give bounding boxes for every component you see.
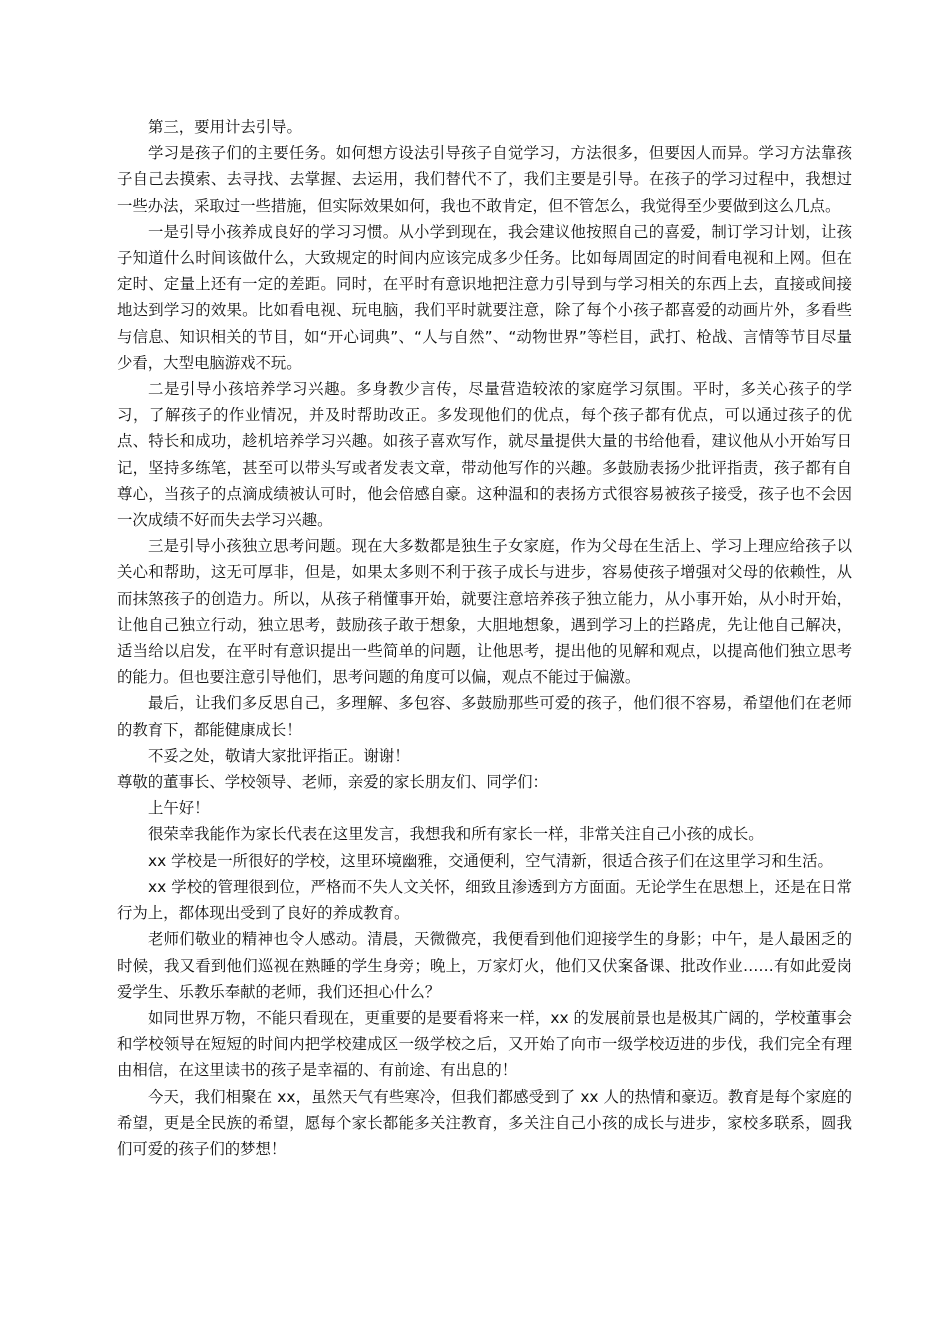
document-body bbox=[117, 114, 852, 1162]
paragraph-13: 老师们敬业的精神也令人感动。清晨，天微微亮，我便看到他们迎接学生的身影；中午，是人最困乏的时候，我又看到他们巡视在熟睡的学生身旁；晚上，万家灯火，他们又伏案备课、批改作业……有如此爱岗爱学生、乐教乐奉献的老师，我们还担心什么？ bbox=[117, 930, 852, 1001]
paragraph-15: 今天，我们相聚在 xx，虽然天气有些寒冷，但我们都感受到了 xx 人的热情和豪迈。教育是每个家庭的希望，更是全民族的希望，愿每个家长都能多关注教育，多关注自己小孩的成长与进步，家校多联系，圆我们可爱的孩子们的梦想！ bbox=[117, 1087, 852, 1158]
salutation: 尊敬的董事长、学校领导、老师，亲爱的家长朋友们、同学们： bbox=[117, 773, 548, 792]
paragraph-3: 一是引导小孩养成良好的学习习惯。从小学到现在，我会建议他按照自己的喜爱，制订学习计划，让孩子知道什么时间该做什么，大致规定的时间内应该完成多少任务。比如每周固定的时间看电视和上网。但在定时、定量上还有一定的差距。同时，在平时有意识地把注意力引导到与学习相关的东西上去，直接或间接地达到学习的效果。比如看电视、玩电脑，我们平时就要注意，除了每个小孩子都喜爱的动画片外，多看些与信息、知识相关的节目，如“开心词典”、“人与自然”、“动物世界”等栏目，武打、枪战、言情等节目尽量少看，大型电脑游戏不玩。 bbox=[117, 222, 852, 372]
paragraph-2: 学习是孩子们的主要任务。如何想方设法引导孩子自觉学习，方法很多，但要因人而异。学习方法靠孩子自己去摸索、去寻找、去掌握、去运用，我们替代不了，我们主要是引导。在孩子的学习过程中，我想过一些办法，采取过一些措施，但实际效果如何，我也不敢肯定，但不管怎么，我觉得至少要做到这么几点。 bbox=[117, 144, 852, 215]
greeting: 上午好！ bbox=[148, 799, 210, 818]
paragraph-6: 最后，让我们多反思自己，多理解、多包容、多鼓励那些可爱的孩子，他们很不容易，希望他们在老师的教育下，都能健康成长！ bbox=[117, 694, 852, 739]
paragraph-7: 不妥之处，敬请大家批评指正。谢谢！ bbox=[148, 746, 410, 765]
paragraph-10: 很荣幸我能作为家长代表在这里发言，我想我和所有家长一样，非常关注自己小孩的成长。 bbox=[148, 825, 764, 844]
paragraph-4: 二是引导小孩培养学习兴趣。多身教少言传，尽量营造较浓的家庭学习氛围。平时，多关心孩子的学习，了解孩子的作业情况，并及时帮助改正。多发现他们的优点，每个孩子都有优点，可以通过孩子的优点、特长和成功，趁机培养学习兴趣。如孩子喜欢写作，就尽量提供大量的书给他看，建议他从小开始写日记，坚持多练笔，甚至可以带头写或者发表文章，带动他写作的兴趣。多鼓励表扬少批评指责，孩子都有自尊心，当孩子的点滴成绩被认可时，他会倍感自豪。这种温和的表扬方式很容易被孩子接受，孩子也不会因一次成绩不好而失去学习兴趣。 bbox=[117, 380, 852, 530]
paragraph-1: 第三，要用计去引导。 bbox=[148, 118, 302, 136]
paragraph-12: xx 学校的管理很到位，严格而不失人文关怀，细致且渗透到方方面面。无论学生在思想上，还是在日常行为上，都体现出受到了良好的养成教育。 bbox=[117, 877, 852, 923]
paragraph-14: 如同世界万物，不能只看现在，更重要的是要看将来一样，xx 的发展前景也是极其广阔的，学校董事会和学校领导在短短的时间内把学校建成区一级学校之后，又开始了向市一级学校迈进的步伐，我们完全有理由相信，在这里读书的孩子是幸福的、有前途、有出息的！ bbox=[117, 1008, 852, 1080]
paragraph-11: xx 学校是一所很好的学校，这里环境幽雅，交通便利，空气清新，很适合孩子们在这里学习和生活。 bbox=[148, 851, 833, 870]
paragraph-5: 三是引导小孩独立思考问题。现在大多数都是独生子女家庭，作为父母在生活上、学习上理应给孩子以关心和帮助，这无可厚非，但是，如果太多则不利于孩子成长与进步，容易使孩子增强对父母的依赖性，从而抹煞孩子的创造力。所以，从孩子稍懂事开始，就要注意培养孩子独立能力，从小事开始，从小时开始，让他自己独立行动，独立思考，鼓励孩子敢于想象，大胆地想象，遇到学习上的拦路虎，先让他自己解决，适当给以启发，在平时有意识提出一些简单的问题，让他思考，提出他的见解和观点，以提高他们独立思考的能力。但也要注意引导他们，思考问题的角度可以偏，观点不能过于偏激。 bbox=[117, 537, 852, 687]
